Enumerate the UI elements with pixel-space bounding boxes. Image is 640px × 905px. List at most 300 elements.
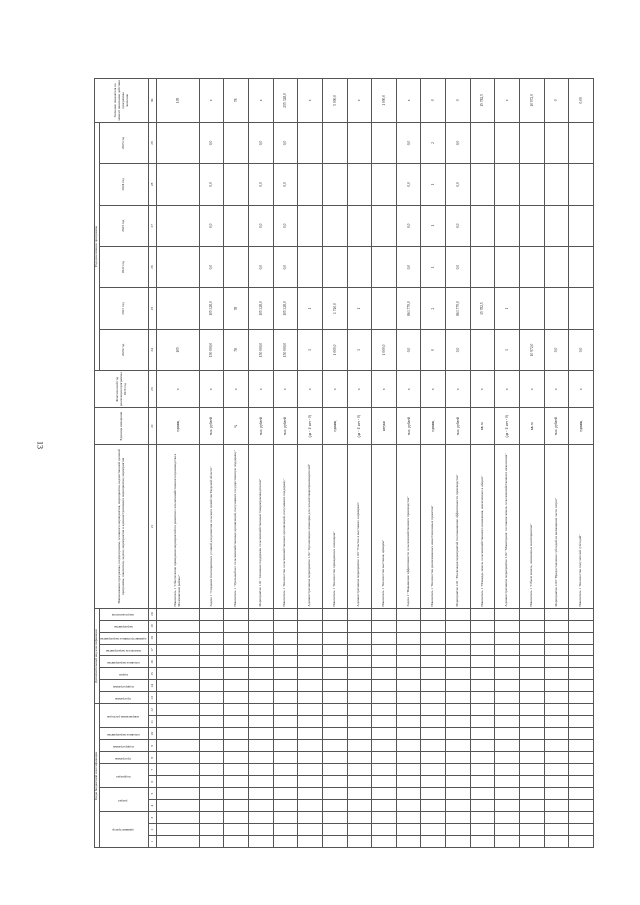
code-cell: [544, 776, 569, 788]
code-cell: [157, 692, 199, 704]
column-index: 24: [149, 329, 157, 370]
final-value-cell: 5 000,0: [322, 79, 347, 123]
unit-header: Единица измерения: [95, 408, 149, 445]
code-cell: [372, 656, 397, 668]
year-value-cell: [322, 246, 347, 287]
code-cell: [224, 692, 249, 704]
sub-header-target-program: [99, 752, 148, 764]
code-cell: [157, 668, 199, 680]
code-cell: [372, 704, 397, 716]
code-cell: [569, 752, 594, 764]
code-cell: [273, 824, 298, 836]
code-cell: [322, 656, 347, 668]
code-cell: [495, 836, 520, 848]
year-value-cell: 0,0: [396, 329, 421, 370]
year-value-cell: 0,0: [446, 246, 471, 287]
year-value-cell: [298, 122, 323, 163]
budget-codes-header: Коды бюджетной классификации: [95, 704, 100, 848]
column-index: 7: [149, 764, 157, 776]
code-cell: [544, 728, 569, 740]
table-row: [157, 79, 199, 848]
code-cell: [199, 692, 224, 704]
base-value-cell: x: [248, 371, 273, 408]
code-cell: [224, 632, 249, 644]
code-cell: [520, 692, 545, 704]
column-index: 27: [149, 205, 157, 246]
unit-cell: %: [224, 408, 249, 445]
code-cell: [372, 620, 397, 632]
code-cell: [199, 632, 224, 644]
code-cell: [322, 608, 347, 620]
table-row: [199, 79, 224, 848]
year-value-cell: 0: [421, 329, 446, 370]
row-name-cell: Показатель 1 "Количество получателей субсидий": [569, 445, 594, 608]
final-value-header: [95, 79, 149, 123]
code-cell: [446, 704, 471, 716]
code-cell: [396, 776, 421, 788]
code-cell: [199, 740, 224, 752]
final-value-cell: 105: [157, 79, 199, 123]
code-cell: [396, 620, 421, 632]
year-value-cell: [470, 246, 495, 287]
code-cell: [470, 608, 495, 620]
code-cell: [322, 800, 347, 812]
code-cell: [396, 704, 421, 716]
code-cell: [372, 788, 397, 800]
code-cell: [495, 656, 520, 668]
year-value-cell: [470, 164, 495, 205]
code-cell: [421, 776, 446, 788]
code-cell: [322, 680, 347, 692]
code-cell: [248, 608, 273, 620]
code-cell: [470, 704, 495, 716]
code-cell: [421, 740, 446, 752]
year-value-cell: 0,0: [199, 205, 224, 246]
code-cell: [248, 704, 273, 716]
year-value-cell: [544, 122, 569, 163]
column-index: 2: [149, 824, 157, 836]
year-value-cell: [520, 288, 545, 329]
year-value-cell: 1: [495, 329, 520, 370]
table-body: [157, 79, 594, 848]
code-cell: [322, 704, 347, 716]
row-name-cell: Административное мероприятие 1.02 "Организация семинаров для сельхозтоваропроизводителей": [298, 445, 323, 608]
year-value-cell: [298, 205, 323, 246]
code-cell: [347, 800, 372, 812]
final-value-cell: x: [199, 79, 224, 123]
code-cell: [224, 788, 249, 800]
code-cell: [520, 632, 545, 644]
year-value-cell: [544, 205, 569, 246]
code-cell: [273, 704, 298, 716]
code-cell: [298, 836, 323, 848]
final-value-cell: x: [495, 79, 520, 123]
code-cell: [470, 800, 495, 812]
base-value-cell: x: [470, 371, 495, 408]
code-cell: [273, 812, 298, 824]
code-cell: [544, 800, 569, 812]
code-cell: [322, 716, 347, 728]
year-value-cell: [495, 246, 520, 287]
code-cell: [421, 836, 446, 848]
base-value-cell: x: [495, 371, 520, 408]
base-value-header: Фактический год реализации программы 2019 год: [95, 371, 149, 408]
code-cell: [298, 704, 323, 716]
code-cell: [157, 716, 199, 728]
code-cell: [495, 764, 520, 776]
code-cell: [372, 632, 397, 644]
row-name-cell: Показатель 1 "Количество сельскохозяйственных организаций, получивших поддержку": [273, 445, 298, 608]
code-cell: [347, 728, 372, 740]
year-value-cell: [470, 205, 495, 246]
code-cell: [520, 716, 545, 728]
code-cell: [298, 668, 323, 680]
code-cell: [199, 788, 224, 800]
code-cell: [248, 788, 273, 800]
code-cell: [495, 752, 520, 764]
unit-cell: (да - 1/ нет - 0): [347, 408, 372, 445]
code-cell: [224, 680, 249, 692]
code-cell: [470, 812, 495, 824]
code-cell: [248, 776, 273, 788]
year-value-cell: [520, 164, 545, 205]
code-cell: [495, 824, 520, 836]
code-cell: [569, 632, 594, 644]
code-cell: [372, 752, 397, 764]
code-cell: [248, 680, 273, 692]
code-cell: [421, 620, 446, 632]
code-cell: [347, 824, 372, 836]
code-cell: [298, 740, 323, 752]
code-cell: [569, 656, 594, 668]
code-cell: [520, 740, 545, 752]
code-cell: [273, 716, 298, 728]
code-cell: [248, 824, 273, 836]
code-cell: [544, 836, 569, 848]
code-cell: [322, 644, 347, 656]
year-value-cell: 863 779,0: [446, 288, 471, 329]
code-cell: [421, 764, 446, 776]
code-cell: [470, 644, 495, 656]
code-cell: [396, 668, 421, 680]
year-value-cell: [372, 246, 397, 287]
code-cell: [569, 824, 594, 836]
unit-cell: (да - 1/ нет - 0): [298, 408, 323, 445]
code-cell: [347, 620, 372, 632]
code-cell: [569, 680, 594, 692]
code-cell: [520, 764, 545, 776]
code-cell: [544, 632, 569, 644]
table-row: [347, 79, 372, 848]
final-value-cell: 0: [421, 79, 446, 123]
code-cell: [322, 668, 347, 680]
sub-header-target-main: [99, 728, 148, 740]
code-cell: [421, 728, 446, 740]
code-cell: [396, 764, 421, 776]
code-cell: [224, 764, 249, 776]
column-index: 25: [149, 288, 157, 329]
code-cell: [372, 764, 397, 776]
code-cell: [347, 608, 372, 620]
year-value-cell: 78: [224, 329, 249, 370]
row-name-cell: Показатель 1 "Количество выставок, ярмарок": [372, 445, 397, 608]
sub-header-target-main-label: основное мероприятие: [106, 732, 140, 737]
year-value-cell: 10 972,0: [520, 329, 545, 370]
code-cell: [157, 644, 199, 656]
code-cell: [520, 704, 545, 716]
code-cell: [470, 728, 495, 740]
code-cell: [446, 836, 471, 848]
sub-header-program-3: [99, 656, 148, 668]
year-value-cell: 0,0: [396, 205, 421, 246]
code-cell: [495, 800, 520, 812]
code-cell: [569, 812, 594, 824]
code-cell: [199, 728, 224, 740]
code-cell: [569, 776, 594, 788]
base-value-cell: x: [396, 371, 421, 408]
code-cell: [248, 728, 273, 740]
unit-cell: кв. м: [470, 408, 495, 445]
year-value-cell: [347, 205, 372, 246]
column-index: 6: [149, 776, 157, 788]
code-cell: [470, 824, 495, 836]
year-value-cell: 863 779,0: [396, 288, 421, 329]
code-cell: [470, 656, 495, 668]
code-cell: [520, 608, 545, 620]
base-value-cell: x: [199, 371, 224, 408]
year-value-cell: 0,0: [446, 122, 471, 163]
column-index: 20: [149, 608, 157, 620]
year-value-cell: [372, 122, 397, 163]
year-value-cell: 0,0: [446, 205, 471, 246]
unit-cell: тыс. рублей: [273, 408, 298, 445]
code-cell: [224, 824, 249, 836]
unit-cell: тыс. рублей: [396, 408, 421, 445]
sub-header-administrator-label: администратор: [112, 828, 135, 833]
code-cell: [322, 752, 347, 764]
column-index: 1: [149, 836, 157, 848]
year-value-cell: [495, 164, 520, 205]
code-cell: [495, 620, 520, 632]
final-value-cell: x: [298, 79, 323, 123]
code-cell: [248, 836, 273, 848]
year-value-cell: 0,0: [446, 164, 471, 205]
sub-header-program-5-label: административное мероприятие: [99, 637, 147, 641]
code-cell: [322, 788, 347, 800]
year-value-cell: [322, 164, 347, 205]
code-cell: [248, 812, 273, 824]
code-cell: [347, 656, 372, 668]
code-cell: [446, 752, 471, 764]
sub-header-section: [99, 788, 148, 812]
code-cell: [273, 680, 298, 692]
code-cell: [322, 776, 347, 788]
year-value-cell: 0,0: [569, 329, 594, 370]
unit-cell: тыс. рублей: [544, 408, 569, 445]
code-cell: [520, 836, 545, 848]
code-cell: [157, 656, 199, 668]
code-cell: [446, 680, 471, 692]
sub-header-expense-direction: [99, 704, 148, 728]
year-value-cell: 15 782,5: [470, 288, 495, 329]
code-cell: [446, 632, 471, 644]
code-cell: [396, 680, 421, 692]
final-value-cell: x: [396, 79, 421, 123]
base-value-cell: x: [544, 371, 569, 408]
code-cell: [372, 812, 397, 824]
code-cell: [446, 800, 471, 812]
year-value-cell: 0,0: [446, 329, 471, 370]
code-cell: [470, 632, 495, 644]
rotated-table-container: [94, 78, 594, 848]
code-cell: [544, 656, 569, 668]
code-cell: [248, 800, 273, 812]
code-cell: [273, 836, 298, 848]
row-name-cell: Показатель 1 "Площадь земель сельскохозяйственного назначения, вовлеченных в оборот": [470, 445, 495, 608]
code-cell: [421, 632, 446, 644]
column-index: 15: [149, 668, 157, 680]
code-cell: [421, 608, 446, 620]
code-cell: [495, 740, 520, 752]
code-cell: [298, 692, 323, 704]
code-cell: [520, 776, 545, 788]
code-cell: [298, 824, 323, 836]
year-value-cell: [224, 164, 249, 205]
year-value-cell: [224, 122, 249, 163]
sub-header-program-6-label: мероприятие: [113, 625, 133, 630]
code-cell: [446, 740, 471, 752]
code-cell: [224, 608, 249, 620]
row-name-cell: Задача 2 "Повышение эффективности сельскохозяйственного производства": [396, 445, 421, 608]
code-cell: [520, 620, 545, 632]
code-cell: [298, 620, 323, 632]
code-cell: [298, 656, 323, 668]
code-cell: [569, 740, 594, 752]
code-cell: [446, 692, 471, 704]
code-cell: [273, 728, 298, 740]
sub-header-subsection: [99, 764, 148, 788]
column-index: 30: [149, 79, 157, 123]
code-cell: [224, 716, 249, 728]
final-value-cell: x: [347, 79, 372, 123]
code-cell: [396, 800, 421, 812]
table-row: [569, 79, 594, 848]
code-cell: [396, 836, 421, 848]
unit-cell: единиц: [157, 408, 199, 445]
year-value-cell: 78: [224, 288, 249, 329]
year-value-cell: [157, 122, 199, 163]
code-cell: [199, 608, 224, 620]
year-value-cell: 0,0: [199, 164, 224, 205]
code-cell: [224, 776, 249, 788]
table-row: [322, 79, 347, 848]
code-cell: [495, 692, 520, 704]
year-value-cell: [157, 205, 199, 246]
unit-cell: штуки: [372, 408, 397, 445]
code-cell: [421, 824, 446, 836]
code-cell: [396, 728, 421, 740]
code-cell: [322, 836, 347, 848]
code-cell: [224, 740, 249, 752]
base-value-cell: x: [298, 371, 323, 408]
code-cell: [347, 836, 372, 848]
code-cell: [157, 632, 199, 644]
code-cell: [544, 716, 569, 728]
final-value-cell: 10 972,0: [520, 79, 545, 123]
code-cell: [298, 608, 323, 620]
code-cell: [520, 812, 545, 824]
row-name-cell: Административное мероприятие 1.03 "Участие в выставках и ярмарках": [347, 445, 372, 608]
sub-header-target-program-label: программа: [115, 756, 131, 761]
code-cell: [544, 644, 569, 656]
code-cell: [322, 764, 347, 776]
code-cell: [470, 716, 495, 728]
sub-header-program-3-label: основное мероприятие: [106, 660, 140, 665]
code-cell: [322, 692, 347, 704]
code-cell: [446, 812, 471, 824]
code-cell: [298, 776, 323, 788]
sub-header-program-4-label: показатель мероприятия: [105, 648, 141, 653]
code-cell: [298, 680, 323, 692]
code-cell: [347, 668, 372, 680]
code-cell: [520, 752, 545, 764]
year-value-cell: [372, 205, 397, 246]
code-cell: [273, 800, 298, 812]
code-cell: [569, 644, 594, 656]
code-cell: [199, 716, 224, 728]
code-cell: [421, 680, 446, 692]
code-cell: [421, 788, 446, 800]
code-cell: [495, 644, 520, 656]
year-value-cell: 0,0: [273, 164, 298, 205]
code-cell: [446, 776, 471, 788]
code-cell: [372, 836, 397, 848]
code-cell: [421, 644, 446, 656]
unit-cell: кв. м: [520, 408, 545, 445]
code-cell: [569, 704, 594, 716]
table-row: [544, 79, 569, 848]
code-cell: [495, 716, 520, 728]
code-cell: [569, 800, 594, 812]
base-value-cell: x: [224, 371, 249, 408]
code-cell: [199, 800, 224, 812]
code-cell: [248, 668, 273, 680]
code-cell: [273, 764, 298, 776]
code-cell: [495, 788, 520, 800]
code-cell: [569, 764, 594, 776]
year-value-cell: 150 000,0: [199, 329, 224, 370]
base-value-cell: x: [446, 371, 471, 408]
code-cell: [446, 644, 471, 656]
code-cell: [470, 620, 495, 632]
code-cell: [347, 704, 372, 716]
code-cell: [372, 716, 397, 728]
code-cell: [446, 620, 471, 632]
code-cell: [569, 716, 594, 728]
column-index: 4: [149, 800, 157, 812]
code-cell: [396, 656, 421, 668]
base-value-cell: x: [421, 371, 446, 408]
code-cell: [520, 668, 545, 680]
code-cell: [520, 656, 545, 668]
code-cell: [372, 728, 397, 740]
code-cell: [157, 740, 199, 752]
code-cell: [372, 800, 397, 812]
table-row: [396, 79, 421, 848]
code-cell: [470, 668, 495, 680]
code-cell: [347, 680, 372, 692]
code-cell: [347, 632, 372, 644]
